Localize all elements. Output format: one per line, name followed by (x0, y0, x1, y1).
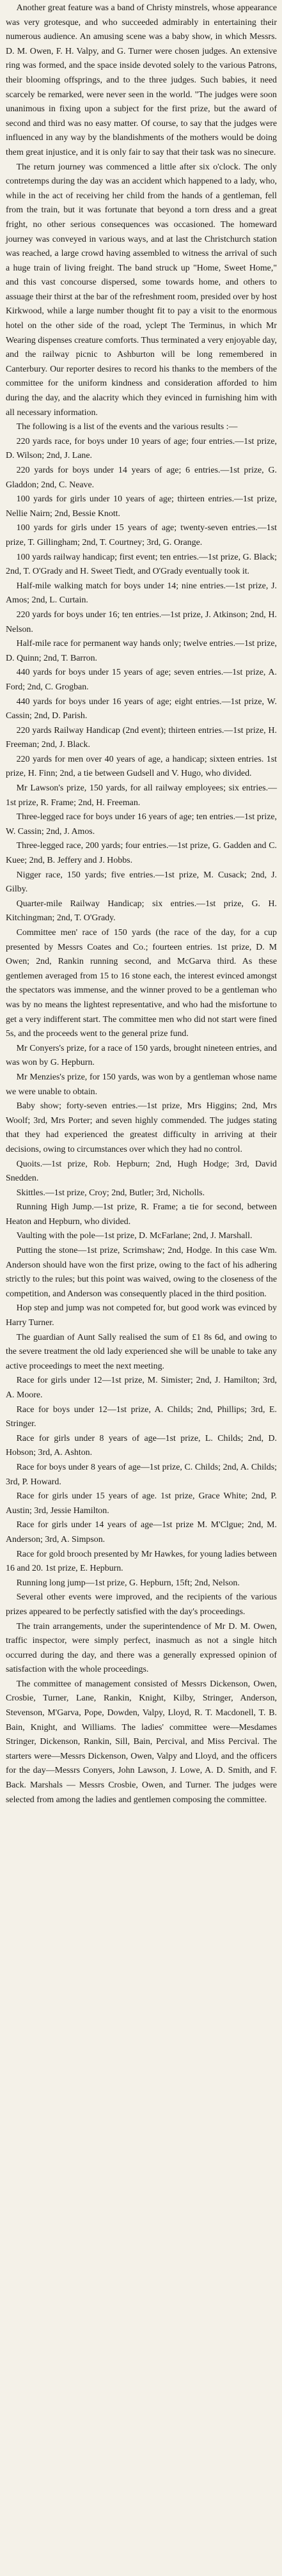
result-item: Race for girls under 12—1st prize, M. Simister; 2nd, J. Hamilton; 3rd, A. Moore. (6, 1376, 277, 1400)
result-item: Race for girls under 8 years of age—1st prize, L. Childs; 2nd, D. Hobson; 3rd, A. Ashton. (6, 1433, 277, 1458)
result-item: 440 yards for boys under 15 years of age; seven entries.—1st prize, A. Ford; 2nd, C. Grogban. (6, 668, 277, 692)
result-item: 440 yards for boys under 16 years of age; eight entries.—1st prize, W. Cassin; 2nd, D. Parish. (6, 696, 277, 721)
result-item: Mr Conyers's prize, for a race of 150 yards, brought nineteen entries, and was won by G. Hepburn. (6, 1043, 277, 1068)
result-item: 220 yards race, for boys under 10 years of age; four entries.—1st prize, D. Wilson; 2nd, J. Lane. (6, 436, 277, 461)
result-item: Mr Menzies's prize, for 150 yards, was won by a gentleman whose name we were unable to obtain. (6, 1072, 277, 1097)
result-item: Running long jump—1st prize, G. Hepburn, 15ft; 2nd, Nelson. (16, 1578, 240, 1588)
result-item: 220 yards for boys under 16; ten entries.—1st prize, J. Atkinson; 2nd, H. Nelson. (6, 609, 277, 634)
result-item: Committee men' race of 150 yards (the race of the day, for a cup presented by Messrs Coates and Co.; fourteen entries. 1st prize, D. M Owen; 2nd, Rankin running second, and McGarva third. As these gentlemen averaged from 15 to 16 stone each, the interest evinced amongst the spectators was immense, and the winner proved to be a gentleman who was by no means the lightest representative, and who had the misfortune to get a very indifferent start. The committee men who did not start were fined 5s, and the proceeds went to the general prize fund. (6, 928, 277, 1039)
closing-paragraph: Several other events were improved, and the recipients of the various prizes appeared to be perfectly satisfied with the day's proceedings. (6, 1592, 277, 1617)
paragraph-1: Another great feature was a band of Christy minstrels, whose appearance was very grotesque, and who succeeded admirably in entertaining their numerous audience. An amusing scene was a baby show, in which Messrs. D. M. Owen, F. H. Valpy, and G. Turner were chosen judges. An extensive ring was formed, and the space inside devoted solely to the various Patrons, their blooming offsprings, and to the three judges. Such babies, it need scarcely be remarked, were never seen in the world. "The judges were soon unanimous in fixing upon a subject for the first prize, but the award of second and third was no easy matter. Of course, to say that the judges were influenced in any way by the blandishments of the mothers would be doing them great injustice, and it is only fair to say that their task was no sinecure. (6, 3, 277, 157)
result-item: 100 yards railway handicap; first event; ten entries.—1st prize, G. Black; 2nd, T. O'Grady and H. Sweet Tiedt, and O'Grady eventually took it. (6, 552, 277, 577)
result-item: Nigger race, 150 yards; five entries.—1st prize, M. Cusack; 2nd, J. Gilby. (6, 870, 277, 895)
result-item: Putting the stone—1st prize, Scrimshaw; 2nd, Hodge. In this case Wm. Anderson should have won the first prize, owing to the fact of his adhering strictly to the rules; but this point was waived, owing to the closeness of the competition, and Anderson was consequently placed in the third position. (6, 1246, 277, 1299)
result-item: Skittles.—1st prize, Croy; 2nd, Butler; 3rd, Nicholls. (16, 1188, 205, 1198)
result-item: Baby show; forty-seven entries.—1st prize, Mrs Higgins; 2nd, Mrs Woolf; 3rd, Mrs Porter; and seven highly commended. The judges stating that they had experienced the greatest difficulty in arriving at their decisions, owing to circumstances over which they had no control. (6, 1101, 277, 1154)
result-item: Hop step and jump was not competed for, but good work was evinced by Harry Turner. (6, 1303, 277, 1328)
result-item: The guardian of Aunt Sally realised the sum of £1 8s 6d, and owing to the severe treatment the old lady experienced she will be unable to take any active proceedings to meet the next meeting. (6, 1332, 277, 1371)
result-item: Half-mile walking match for boys under 14; nine entries.—1st prize, J. Amos; 2nd, L. Curtain. (6, 581, 277, 606)
result-item: 220 yards Railway Handicap (2nd event); thirteen entries.—1st prize, H. Freeman; 2nd, J. Black. (6, 725, 277, 750)
result-item: Quoits.—1st prize, Rob. Hepburn; 2nd, Hugh Hodge; 3rd, David Snedden. (6, 1159, 277, 1184)
results-intro: The following is a list of the events and the various results :— (16, 422, 238, 432)
result-item: Mr Lawson's prize, 150 yards, for all railway employees; six entries.—1st prize, R. Frame; 2nd, H. Freeman. (6, 783, 277, 808)
result-item: Race for boys under 8 years of age—1st prize, C. Childs; 2nd, A. Childs; 3rd, P. Howard. (6, 1462, 277, 1487)
result-item: Race for boys under 12—1st prize, A. Childs; 2nd, Phillips; 3rd, E. Stringer. (6, 1404, 277, 1429)
result-item: Race for girls under 14 years of age—1st prize M. M'Clgue; 2nd, M. Anderson; 3rd, A. Simpson. (6, 1520, 277, 1544)
result-item: Half-mile race for permanent way hands only; twelve entries.—1st prize, D. Quinn; 2nd, T. Barron. (6, 639, 277, 663)
result-item: Three-legged race, 200 yards; four entries.—1st prize, G. Gadden and C. Kuee; 2nd, B. Jeffery and J. Hobbs. (6, 841, 277, 866)
result-item: 100 yards for girls under 15 years of age; twenty-seven entries.—1st prize, T. Gillingham; 2nd, T. Courtney; 3rd, G. Orange. (6, 523, 277, 547)
committee-paragraph: The committee of management consisted of Messrs Dickenson, Owen, Crosbie, Turner, Lane, Rankin, Knight, Kilby, Stringer, Anderson, Stevenson, M'Garva, Pope, Dowden, Valpy, Lloyd, R. T. Macdonell, T. B. Bain, Knight, and Williams. The ladies' committee were—Mesdames Stringer, Dickenson, Rankin, Sill, Bain, Percival, and Miss Percival. The starters were—Messrs Dickenson, Owen, Valpy and Lloyd, and the officers for the day—Messrs Conyers, John Lawson, J. Lowe, A. D. Smith, and F. Back. Marshals — Messrs Crosbie, Owen, and Turner. The judges were selected from among the ladies and gentlemen composing the committee. (6, 1679, 277, 1805)
paragraph-2: The return journey was commenced a little after six o'clock. The only contretemps during the day was an accident which happened to a lady, who, while in the act of receiving her child from the hands of a gentleman, fell from the train, but it was fortunate that beyond a torn dress and a great fright, no other serious consequences was occasioned. The homeward journey was conveyed in various ways, and at last the Christchurch station was reached, a large crowd having assembled to witness the arrival of such a huge train of living freight. The band struck up "Home, Sweet Home," and this vast concourse dispersed, some towards home, and others to assuage their thirst at the bar of the refreshment room, presided over by host Kirkwood, while a large number thought fit to pay a visit to the enormous hotel on the other side of the road, yclept The Terminus, in which Mr Wearing dispenses creature comforts. Thus terminated a very enjoyable day, and the railway picnic to Ashburton will be long remembered in Canterbury. Our reporter desires to record his thanks to the members of the committee for the uniform kindness and consideration afforded to him during the day, and the alacrity which they evinced in furnishing him with all necessary information. (6, 162, 277, 418)
result-item: 100 yards for girls under 10 years of age; thirteen entries.—1st prize, Nellie Nairn; 2nd, Bessie Knott. (6, 494, 277, 519)
closing-paragraph: The train arrangements, under the superintendence of Mr D. M. Owen, traffic inspector, were simply perfect, inasmuch as not a single hitch occurred during the day, and there was a generally expressed opinion of satisfaction with the whole proceedings. (6, 1621, 277, 1675)
result-item: Race for girls under 15 years of age. 1st prize, Grace White; 2nd, P. Austin; 3rd, Jessie Hamilton. (6, 1491, 277, 1516)
result-item: Quarter-mile Railway Handicap; six entries.—1st prize, G. H. Kitchingman; 2nd, T. O'Grady. (6, 899, 277, 923)
result-item: Three-legged race for boys under 16 years of age; ten entries.—1st prize, W. Cassin; 2nd, J. Amos. (6, 812, 277, 836)
result-item: Race for gold brooch presented by Mr Hawkes, for young ladies between 16 and 20. 1st prize, E. Hepburn. (6, 1549, 278, 1574)
result-item: 220 yards for men over 40 years of age, a handicap; sixteen entries. 1st prize, H. Finn; 2nd, a tie between Gudsell and V. Hugo, who divided. (6, 754, 277, 779)
result-item: Running High Jump.—1st prize, R. Frame; a tie for second, between Heaton and Hepburn, who divided. (6, 1202, 277, 1227)
result-item: 220 yards for boys under 14 years of age; 6 entries.—1st prize, G. Gladdon; 2nd, C. Neave. (6, 466, 277, 490)
result-item: Vaulting with the pole—1st prize, D. McFarlane; 2nd, J. Marshall. (16, 1231, 253, 1241)
